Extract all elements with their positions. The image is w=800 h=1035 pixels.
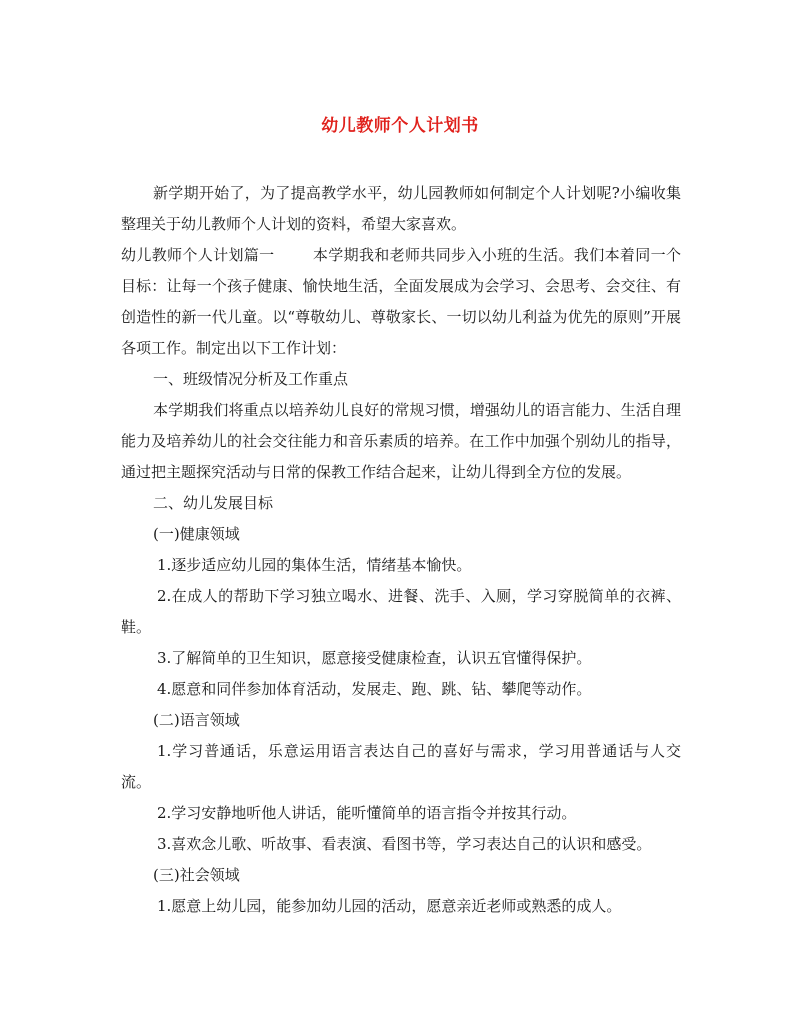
- section1-paragraph: 本学期我们将重点以培养幼儿良好的常规习惯，增强幼儿的语言能力、生活自理能力及培养幼儿的社会交往能力和音乐素质的培养。在工作中加强个别幼儿的指导，通过把主题探究活动与日常的保教工作结合起来，让幼儿得到全方位的发展。: [121, 401, 681, 481]
- intro-paragraph: 新学期开始了，为了提高教学水平，幼儿园教师如何制定个人计划呢?小编收集整理关于幼儿教师个人计划的资料，希望大家喜欢。: [121, 184, 681, 233]
- plan1-label: 幼儿教师个人计划篇一: [121, 246, 275, 264]
- language-heading: (二)语言领域: [153, 711, 240, 729]
- health-item: 3.了解简单的卫生知识，愿意接受健康检查，认识五官懂得保护。: [157, 649, 592, 667]
- language-item: 1.学习普通话，乐意运用语言表达自己的喜好与需求，学习用普通话与人交流。: [121, 742, 681, 791]
- language-item: 3.喜欢念儿歌、听故事、看表演、看图书等，学习表达自己的认识和感受。: [157, 835, 652, 853]
- plan1-text: 本学期我和老师共同步入小班的生活。我们本着同一个目标：让每一个孩子健康、愉快地生活，全面发展成为会学习、会思考、会交往、有创造性的新一代儿童。以“尊敬幼儿、尊敬家长、一切以幼儿利益为优先的原则”开展各项工作。制定出以下工作计划：: [121, 246, 681, 357]
- section1-heading: 一、班级情况分析及工作重点: [153, 370, 349, 388]
- social-heading: (三)社会领域: [153, 866, 240, 884]
- social-item: 1.愿意上幼儿园，能参加幼儿园的活动，愿意亲近老师或熟悉的成人。: [157, 897, 622, 915]
- health-item: 4.愿意和同伴参加体育活动，发展走、跑、跳、钻、攀爬等动作。: [157, 680, 592, 698]
- document-title: 幼儿教师个人计划书: [321, 116, 479, 136]
- plan1-paragraph: [121, 240, 681, 364]
- health-heading: (一)健康领域: [153, 525, 240, 543]
- section2-heading: 二、幼儿发展目标: [153, 494, 274, 512]
- health-item: 2.在成人的帮助下学习独立喝水、进餐、洗手、入厕，学习穿脱简单的衣裤、鞋。: [121, 587, 681, 636]
- document-body: [121, 178, 681, 922]
- health-item: 1.逐步适应幼儿园的集体生活，情绪基本愉快。: [157, 556, 472, 574]
- language-item: 2.学习安静地听他人讲话，能听懂简单的语言指令并按其行动。: [157, 804, 577, 822]
